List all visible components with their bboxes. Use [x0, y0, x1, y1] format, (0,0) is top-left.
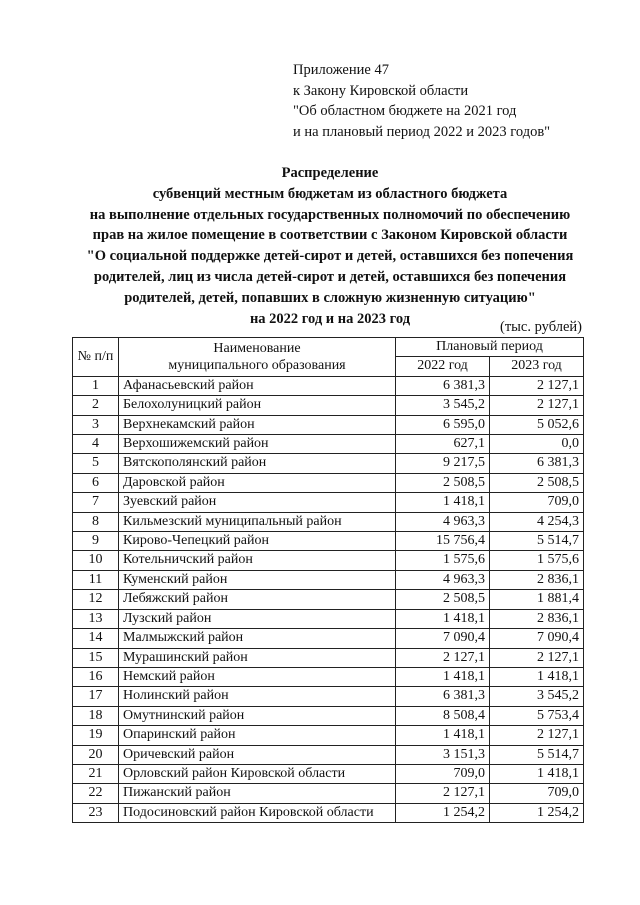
row-municipality: Даровской район — [119, 473, 396, 492]
row-number: 17 — [73, 687, 119, 706]
row-number: 8 — [73, 512, 119, 531]
row-number: 21 — [73, 764, 119, 783]
row-value-2023: 2 127,1 — [490, 648, 584, 667]
row-value-2022: 1 254,2 — [396, 803, 490, 822]
row-municipality: Афанасьевский район — [119, 376, 396, 395]
title-line: "О социальной поддержке детей-сирот и детей, оставшихся без попечения — [86, 248, 574, 265]
row-number: 16 — [73, 667, 119, 686]
row-value-2023: 1 418,1 — [490, 764, 584, 783]
table-row — [73, 454, 584, 473]
row-number: 14 — [73, 629, 119, 648]
table-row — [73, 512, 584, 531]
title-line: родителей, лиц из числа детей-сирот и детей, оставшихся без попечения — [93, 268, 567, 285]
row-number: 9 — [73, 532, 119, 551]
row-value-2022: 7 090,4 — [396, 629, 490, 648]
row-number: 12 — [73, 590, 119, 609]
header-name-line1: Наименование — [213, 340, 301, 356]
row-number: 2 — [73, 396, 119, 415]
row-municipality: Зуевский район — [119, 493, 396, 512]
title-line: субвенций местным бюджетам из областного бюджета — [152, 185, 508, 202]
units-label: (тыс. рублей) — [500, 319, 582, 335]
row-number: 20 — [73, 745, 119, 764]
row-value-2023: 0,0 — [490, 435, 584, 454]
table-row — [73, 590, 584, 609]
row-value-2023: 4 254,3 — [490, 512, 584, 531]
row-value-2022: 2 127,1 — [396, 784, 490, 803]
row-municipality: Лузский район — [119, 609, 396, 628]
row-municipality: Омутнинский район — [119, 706, 396, 725]
row-value-2023: 1 254,2 — [490, 803, 584, 822]
table-row — [73, 687, 584, 706]
row-value-2023: 5 052,6 — [490, 415, 584, 434]
subvention-table — [72, 337, 584, 823]
row-number: 13 — [73, 609, 119, 628]
header-2023: 2023 год — [490, 357, 584, 376]
row-value-2023: 5 514,7 — [490, 745, 584, 764]
row-value-2023: 5 514,7 — [490, 532, 584, 551]
row-value-2023: 2 836,1 — [490, 570, 584, 589]
table-header-row — [73, 338, 584, 357]
row-value-2022: 6 595,0 — [396, 415, 490, 434]
row-number: 6 — [73, 473, 119, 492]
row-value-2022: 6 381,3 — [396, 687, 490, 706]
table-row — [73, 784, 584, 803]
table-row — [73, 396, 584, 415]
row-value-2023: 1 418,1 — [490, 667, 584, 686]
table-row — [73, 415, 584, 434]
row-municipality: Оричевский район — [119, 745, 396, 764]
row-value-2023: 1 575,6 — [490, 551, 584, 570]
row-number: 19 — [73, 726, 119, 745]
row-value-2023: 3 545,2 — [490, 687, 584, 706]
row-value-2023: 7 090,4 — [490, 629, 584, 648]
row-value-2023: 2 127,1 — [490, 396, 584, 415]
row-number: 18 — [73, 706, 119, 725]
row-value-2022: 2 508,5 — [396, 473, 490, 492]
row-value-2022: 8 508,4 — [396, 706, 490, 725]
row-municipality: Кирово-Чепецкий район — [119, 532, 396, 551]
table-row — [73, 473, 584, 492]
title-line: на 2022 год и на 2023 год — [249, 310, 411, 327]
appendix-header — [293, 60, 550, 142]
row-number: 4 — [73, 435, 119, 454]
row-value-2022: 1 418,1 — [396, 667, 490, 686]
row-number: 23 — [73, 803, 119, 822]
row-municipality: Пижанский район — [119, 784, 396, 803]
row-number: 10 — [73, 551, 119, 570]
row-value-2022: 1 418,1 — [396, 609, 490, 628]
row-municipality: Вятскополянский район — [119, 454, 396, 473]
row-municipality: Орловский район Кировской области — [119, 764, 396, 783]
row-municipality: Нолинский район — [119, 687, 396, 706]
row-value-2023: 1 881,4 — [490, 590, 584, 609]
row-value-2022: 1 418,1 — [396, 493, 490, 512]
table-row — [73, 667, 584, 686]
table-row — [73, 726, 584, 745]
row-municipality: Малмыжский район — [119, 629, 396, 648]
appendix-line: Приложение 47 — [293, 62, 389, 78]
table-row — [73, 376, 584, 395]
table-row — [73, 629, 584, 648]
row-value-2023: 5 753,4 — [490, 706, 584, 725]
table-body — [73, 376, 584, 822]
row-value-2023: 2 127,1 — [490, 726, 584, 745]
row-value-2022: 3 151,3 — [396, 745, 490, 764]
row-municipality: Мурашинский район — [119, 648, 396, 667]
appendix-line: и на плановый период 2022 и 2023 годов" — [293, 123, 551, 140]
title-line: прав на жилое помещение в соответствии с Законом Кировской области — [92, 227, 568, 244]
row-number: 1 — [73, 376, 119, 395]
row-value-2022: 9 217,5 — [396, 454, 490, 473]
row-value-2022: 6 381,3 — [396, 376, 490, 395]
appendix-line: "Об областном бюджете на 2021 год — [293, 103, 517, 119]
appendix-line: к Закону Кировской области — [293, 82, 469, 99]
document-title — [40, 163, 620, 329]
header-period: Плановый период — [396, 338, 584, 357]
header-name-line2: муниципального образования — [168, 357, 346, 373]
row-number: 22 — [73, 784, 119, 803]
row-value-2022: 2 127,1 — [396, 648, 490, 667]
row-municipality: Лебяжский район — [119, 590, 396, 609]
row-municipality: Опаринский район — [119, 726, 396, 745]
row-municipality: Подосиновский район Кировской области — [119, 803, 396, 822]
title-line: родителей, детей, попавших в сложную жизненную ситуацию" — [124, 289, 536, 306]
row-value-2023: 2 508,5 — [490, 473, 584, 492]
table-row — [73, 551, 584, 570]
row-municipality: Немский район — [119, 667, 396, 686]
row-value-2022: 4 963,3 — [396, 570, 490, 589]
row-value-2023: 2 127,1 — [490, 376, 584, 395]
table-row — [73, 706, 584, 725]
row-value-2023: 709,0 — [490, 784, 584, 803]
row-value-2022: 3 545,2 — [396, 396, 490, 415]
table-row — [73, 435, 584, 454]
title-line: Распределение — [281, 165, 379, 181]
table-row — [73, 764, 584, 783]
row-number: 15 — [73, 648, 119, 667]
row-number: 5 — [73, 454, 119, 473]
row-value-2022: 1 418,1 — [396, 726, 490, 745]
header-name — [119, 338, 396, 377]
row-municipality: Белохолуницкий район — [119, 396, 396, 415]
table-row — [73, 745, 584, 764]
row-number: 3 — [73, 415, 119, 434]
row-value-2022: 627,1 — [396, 435, 490, 454]
row-municipality: Верхошижемский район — [119, 435, 396, 454]
row-number: 11 — [73, 570, 119, 589]
row-municipality: Котельничский район — [119, 551, 396, 570]
table-row — [73, 803, 584, 822]
title-line: на выполнение отдельных государственных полномочий по обеспечению — [89, 206, 571, 223]
row-municipality: Куменский район — [119, 570, 396, 589]
row-value-2023: 709,0 — [490, 493, 584, 512]
table-row — [73, 493, 584, 512]
header-2022: 2022 год — [396, 357, 490, 376]
row-municipality: Верхнекамский район — [119, 415, 396, 434]
table-row — [73, 570, 584, 589]
row-municipality: Кильмезский муниципальный район — [119, 512, 396, 531]
row-number: 7 — [73, 493, 119, 512]
row-value-2022: 709,0 — [396, 764, 490, 783]
table-row — [73, 648, 584, 667]
table-row — [73, 532, 584, 551]
row-value-2022: 4 963,3 — [396, 512, 490, 531]
header-num: № п/п — [73, 338, 119, 377]
row-value-2023: 6 381,3 — [490, 454, 584, 473]
table-row — [73, 609, 584, 628]
row-value-2022: 1 575,6 — [396, 551, 490, 570]
row-value-2022: 15 756,4 — [396, 532, 490, 551]
row-value-2023: 2 836,1 — [490, 609, 584, 628]
row-value-2022: 2 508,5 — [396, 590, 490, 609]
